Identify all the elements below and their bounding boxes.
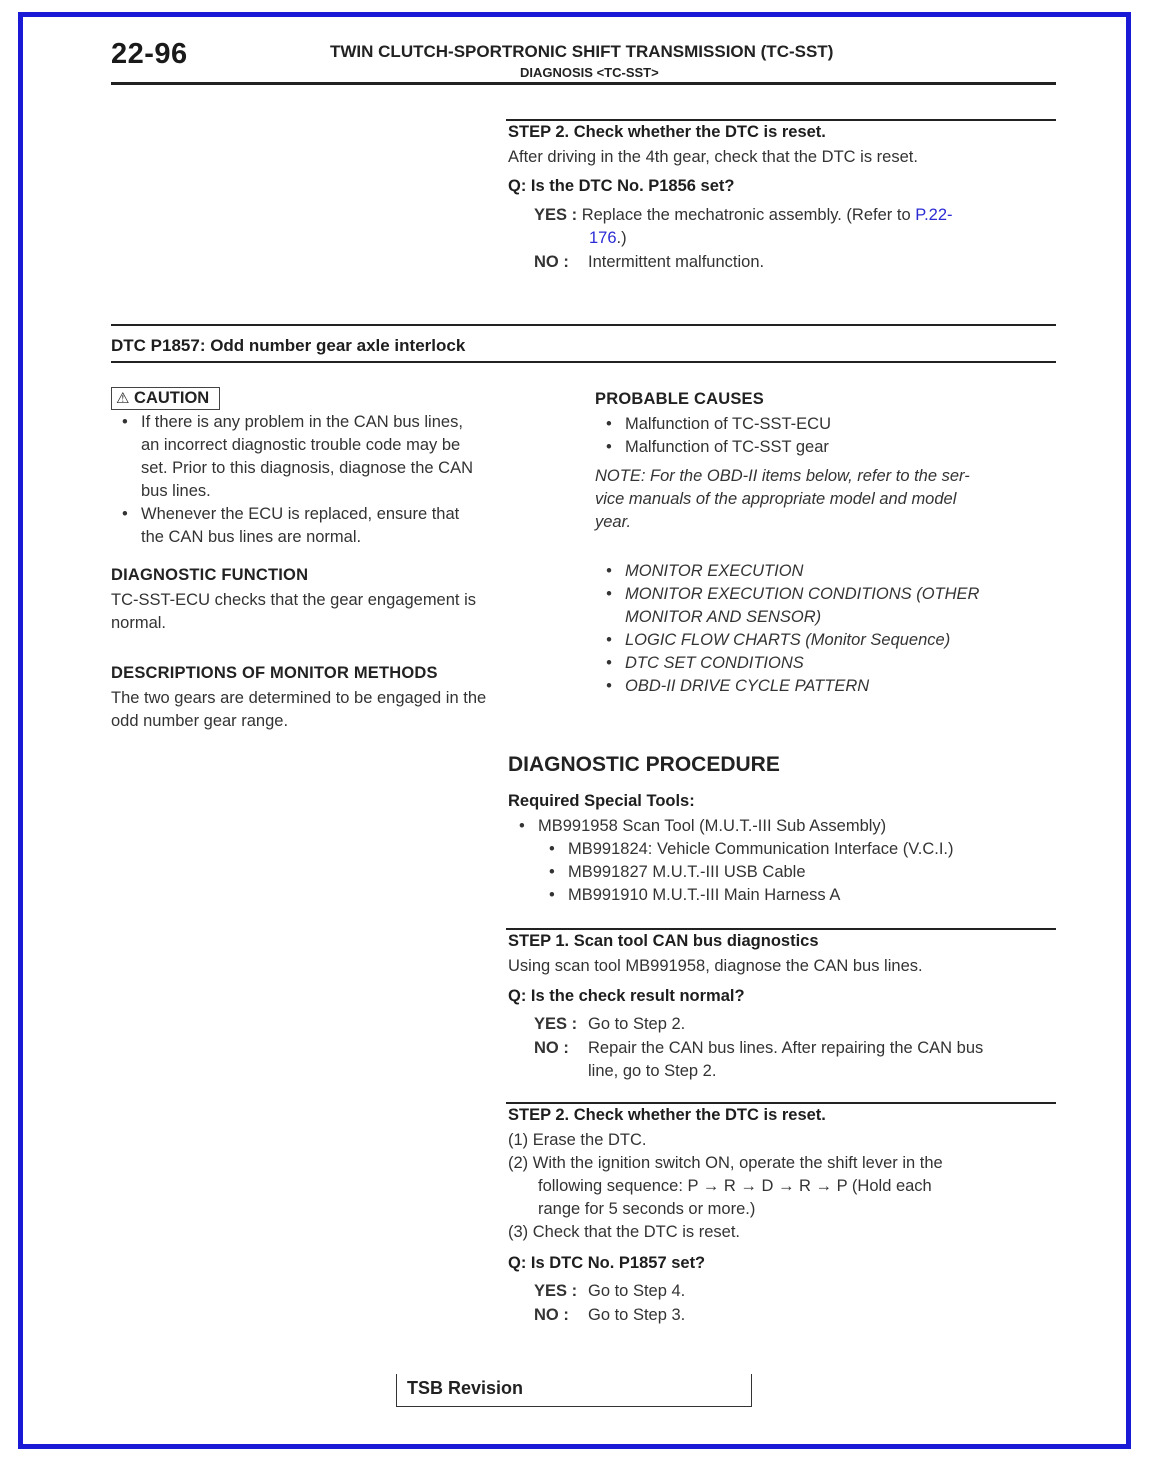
no-line: Repair the CAN bus lines. After repairing the CAN bus [588, 1039, 984, 1057]
yes-label: YES : [534, 1282, 578, 1300]
caution-item [111, 411, 581, 503]
step1-no [534, 1037, 1054, 1083]
list-item: • Malfunction of TC-SST-ECU [595, 413, 1055, 436]
prev-step2-heading [508, 123, 826, 142]
caution-text: CAUTION [134, 389, 210, 407]
caution-item-line: • Whenever the ECU is replaced, ensure that [141, 505, 460, 523]
no-text: Go to Step 3. [588, 1306, 686, 1324]
step1-yes [534, 1013, 685, 1036]
dtc-bottom-rule [111, 361, 1056, 363]
prev-step2-yes-cont [589, 227, 627, 250]
tools-list [508, 815, 1053, 907]
section-subtitle: DIAGNOSIS <TC-SST> [520, 65, 659, 80]
descriptions-line: odd number gear range. [111, 712, 289, 730]
no-line: line, go to Step 2. [588, 1062, 717, 1080]
required-tools-heading: Required Special Tools: [508, 792, 695, 810]
tsb-revision-box [396, 1374, 752, 1407]
caution-label [111, 387, 220, 410]
obd-item-line: • OBD-II DRIVE CYCLE PATTERN [625, 677, 870, 695]
step1-text: Using scan tool MB991958, diagnose the CAN bus lines. [508, 957, 923, 975]
prev-step2-no [534, 251, 764, 274]
diagnostic-function-heading: DIAGNOSTIC FUNCTION [111, 566, 309, 584]
tool-main: • MB991958 Scan Tool (M.U.T.-III Sub Assembly) [508, 815, 1053, 838]
probable-causes-list [595, 413, 1055, 459]
no-label: NO : [534, 1039, 569, 1057]
caution-item [111, 503, 581, 549]
step2-yes [534, 1280, 685, 1303]
dtc-title: DTC P1857: Odd number gear axle interlock [111, 336, 466, 355]
step-rule [506, 119, 1056, 121]
obd-item [595, 560, 1055, 583]
caution-item-line: set. Prior to this diagnosis, diagnose the CAN [141, 459, 474, 477]
note-line: year. [595, 513, 632, 531]
caution-item-line: • If there is any problem in the CAN bus lines, [141, 413, 463, 431]
caution-item-line: an incorrect diagnostic trouble code may be [141, 436, 461, 454]
dtc-top-rule [111, 324, 1056, 326]
tool-sub: • MB991910 M.U.T.-III Main Harness A [538, 884, 1053, 907]
diagnostic-function-line: TC-SST-ECU checks that the gear engagement is [111, 591, 476, 609]
obd-item [595, 675, 1055, 698]
yes-text: Go to Step 4. [588, 1282, 686, 1300]
warning-triangle-icon: ⚠ [116, 390, 130, 407]
note-line: vice manuals of the appropriate model and model [595, 490, 957, 508]
step2-items [508, 1129, 1053, 1244]
descriptions-heading: DESCRIPTIONS OF MONITOR METHODS [111, 664, 438, 682]
caution-list [111, 411, 581, 549]
obd-item-line: • DTC SET CONDITIONS [625, 654, 804, 672]
step2-item: (2) With the ignition switch ON, operate the shift lever in the [508, 1154, 943, 1172]
step2-heading: STEP 2. Check whether the DTC is reset. [508, 1106, 826, 1124]
tool-sub: • MB991824: Vehicle Communication Interface (V.C.I.) [538, 838, 1053, 861]
prev-step2-question: Q: Is the DTC No. P1856 set? [508, 177, 735, 195]
obd-item [595, 652, 1055, 675]
yes-label: YES : [534, 206, 578, 224]
yes-text: Go to Step 2. [588, 1015, 686, 1033]
probable-causes-heading: PROBABLE CAUSES [595, 390, 764, 408]
obd-item [595, 629, 1055, 652]
tsb-revision-label: TSB Revision [407, 1378, 524, 1398]
yes-text: Replace the mechatronic assembly. (Refer to [581, 206, 916, 224]
no-text-block [588, 1037, 1050, 1083]
step2-item: (3) Check that the DTC is reset. [508, 1223, 740, 1241]
diagnostic-procedure-title: DIAGNOSTIC PROCEDURE [508, 753, 780, 776]
yes-label: YES : [534, 1015, 578, 1033]
step2-item-cont: range for 5 seconds or more.) [538, 1200, 756, 1218]
note-line: NOTE: For the OBD-II items below, refer to the ser- [595, 467, 970, 485]
step1-rule [506, 928, 1056, 930]
caution-item-line: bus lines. [141, 482, 211, 500]
descriptions-line: The two gears are determined to be engaged in the [111, 689, 487, 707]
tool-sub: • MB991827 M.U.T.-III USB Cable [538, 861, 1053, 884]
step1-question: Q: Is the check result normal? [508, 987, 745, 1005]
page-number: 22-96 [111, 38, 188, 70]
prev-step2-heading-text: STEP 2. Check whether the DTC is reset. [508, 123, 826, 141]
step2-item: (1) Erase the DTC. [508, 1131, 647, 1149]
obd-item-line: MONITOR AND SENSOR) [625, 608, 822, 626]
obd-item-line: • MONITOR EXECUTION [625, 562, 804, 580]
step2-rule [506, 1102, 1056, 1104]
step2-question: Q: Is DTC No. P1857 set? [508, 1254, 706, 1272]
no-label: NO : [534, 253, 569, 271]
section-title: TWIN CLUTCH-SPORTRONIC SHIFT TRANSMISSION (TC-SST) [330, 42, 834, 61]
step2-item-cont: following sequence: P → R → D → R → P (Hold each [538, 1177, 932, 1195]
header-rule [111, 82, 1056, 85]
prev-step2-text: After driving in the 4th gear, check that the DTC is reset. [508, 148, 918, 166]
reference-link[interactable]: P.22- [915, 206, 953, 224]
obd-item-line: • MONITOR EXECUTION CONDITIONS (OTHER [625, 585, 980, 603]
obd-items-list [595, 560, 1055, 698]
no-text: Intermittent malfunction. [588, 253, 765, 271]
no-label: NO : [534, 1306, 569, 1324]
list-item: • Malfunction of TC-SST gear [595, 436, 1055, 459]
reference-link-cont[interactable]: 176 [589, 229, 617, 247]
diagnostic-function-text [111, 589, 581, 635]
obd-item-line: • LOGIC FLOW CHARTS (Monitor Sequence) [625, 631, 951, 649]
caution-item-line: the CAN bus lines are normal. [141, 528, 362, 546]
obd-item [595, 583, 1055, 629]
step1-heading: STEP 1. Scan tool CAN bus diagnostics [508, 932, 819, 950]
diagnostic-function-line: normal. [111, 614, 167, 632]
caution-label-box [111, 387, 220, 410]
descriptions-text [111, 687, 581, 733]
yes-text-end: .) [616, 229, 627, 247]
prev-step2-yes [534, 204, 1044, 227]
obd-note [595, 465, 1055, 534]
step2-no [534, 1304, 685, 1327]
